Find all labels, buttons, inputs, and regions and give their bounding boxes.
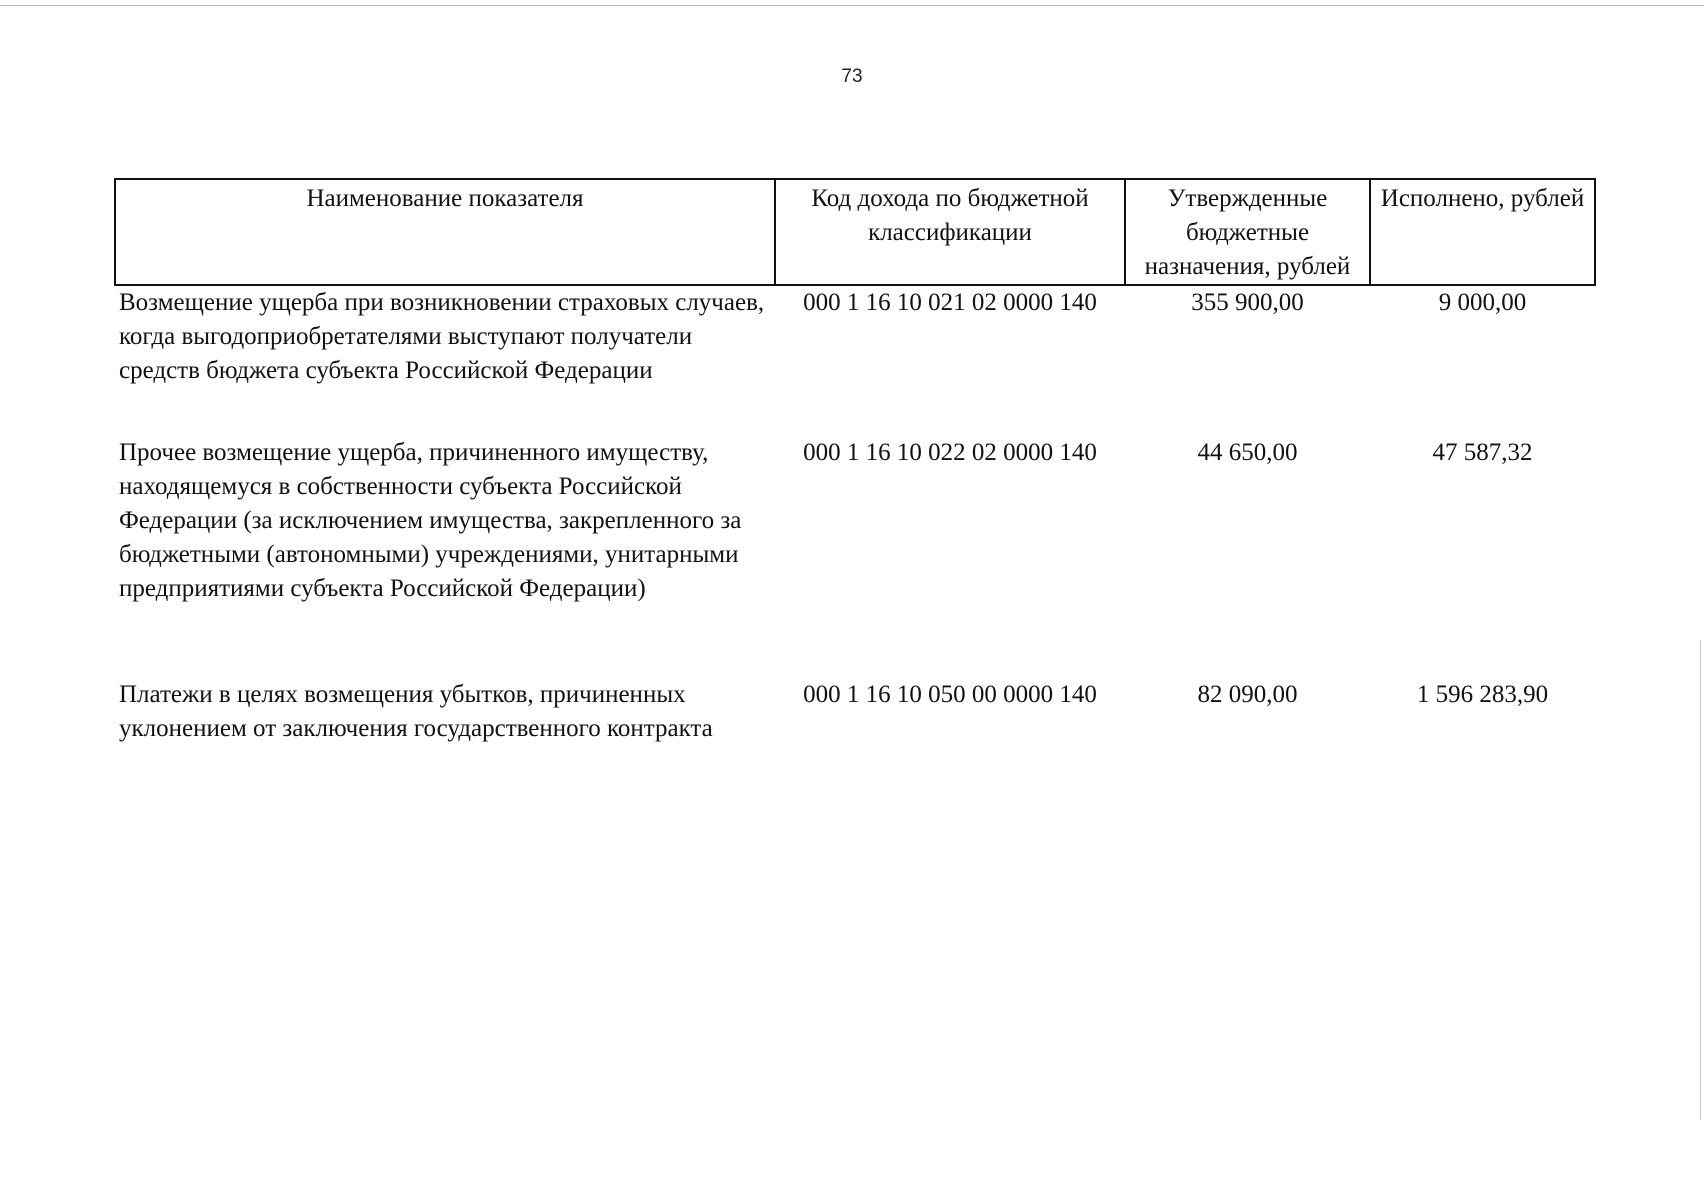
scan-edge-top (0, 5, 1704, 6)
header-approved-budget: Утвержденные бюджетные назначения, рублей (1125, 179, 1370, 285)
approved-amount-cell: 82 090,00 (1197, 681, 1298, 708)
indicator-name-cell: Платежи в целях возмещения убытков, причиненных уклонением от заключения государственного контракта (119, 681, 713, 742)
table-header (115, 179, 1595, 285)
table-body (115, 285, 1595, 758)
income-code-cell: 000 1 16 10 021 02 0000 140 (803, 289, 1097, 316)
approved-amount-cell: 44 650,00 (1197, 439, 1298, 466)
income-code-cell: 000 1 16 10 022 02 0000 140 (803, 439, 1097, 466)
indicator-name-cell: Возмещение ущерба при возникновении страховых случаев, когда выгодоприобретателями выступают получатели средств бюджета субъекта Российской Федерации (119, 289, 765, 384)
header-indicator-name: Наименование показателя (115, 179, 775, 285)
table-row (115, 678, 1595, 758)
scan-edge-right (1700, 640, 1701, 1120)
table-row (115, 285, 1595, 436)
executed-amount-cell: 1 596 283,90 (1416, 681, 1549, 708)
header-executed: Исполнено, рублей (1370, 179, 1595, 285)
executed-amount-cell: 9 000,00 (1438, 289, 1527, 316)
page-number: 73 (841, 66, 863, 87)
income-code-cell: 000 1 16 10 050 00 0000 140 (803, 681, 1097, 708)
header-row (115, 179, 1595, 285)
executed-amount-cell: 47 587,32 (1432, 439, 1533, 466)
approved-amount-cell: 355 900,00 (1191, 289, 1304, 316)
table-row (115, 436, 1595, 678)
header-income-code: Код дохода по бюджетной классификации (775, 179, 1125, 285)
indicator-name-cell: Прочее возмещение ущерба, причиненного имуществу, находящемуся в собственности субъекта Российской Федерации (за исключением имущества, закрепленного за бюджетными (автономными) учреждениями, унитарными предприятиями субъекта Российской Федерации) (119, 439, 742, 602)
budget-income-table (114, 178, 1596, 758)
